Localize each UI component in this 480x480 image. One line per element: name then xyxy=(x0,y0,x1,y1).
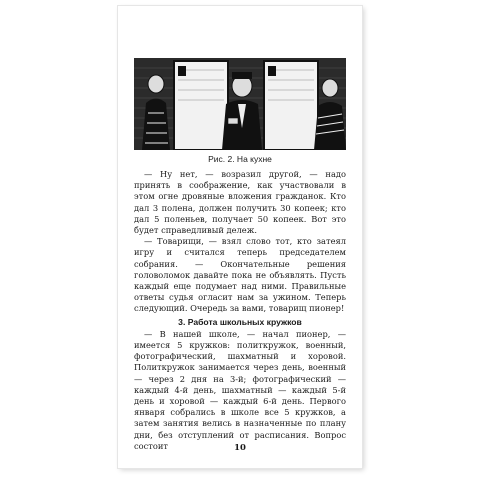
paragraph: — В нашей школе, — начал пионер, — имеется 5 кружков: политкружок, военный, фотографический, шахматный и хоровой. Политкружок занимается через день, военный — через 2 дня на 3-й; фотографический — каждый 4-й день, шахматный — каждый 5-й день и хоровой — каждый 6-й день. Первого января собрались в школе все 5 кружков, а затем занятия велись в назначенные по плану дни, без отступлений от расписания. Вопрос состоит xyxy=(134,328,346,451)
kitchen-illustration xyxy=(134,58,346,150)
page-number: 10 xyxy=(234,443,246,453)
paragraph: — Товарищи, — взял слово тот, кто затеял игру и считался теперь председателем собрания. — Окончательные решения головоломок давайте пока не объявлять. Пусть каждый еще подумает над ними. Правильные ответы судья огласит нам за ужином. Теперь следующий. Очередь за вами, товарищ пионер! xyxy=(134,236,346,314)
section-heading: 3. Работа школьных кружков xyxy=(178,316,302,327)
paragraph: — Ну нет, — возразил другой, — надо принять в соображение, как участвовали в этом огне дровяные вложения гражданок. Кто дал 3 полена, должен получить 30 копеек; кто дал 5 поленьев, получает 50 копеек. Вот это будет справедливый дележ. xyxy=(134,169,346,236)
figure-caption: Рис. 2. На кухне xyxy=(208,154,272,164)
page-body-text xyxy=(134,169,346,452)
book-page xyxy=(118,6,362,468)
